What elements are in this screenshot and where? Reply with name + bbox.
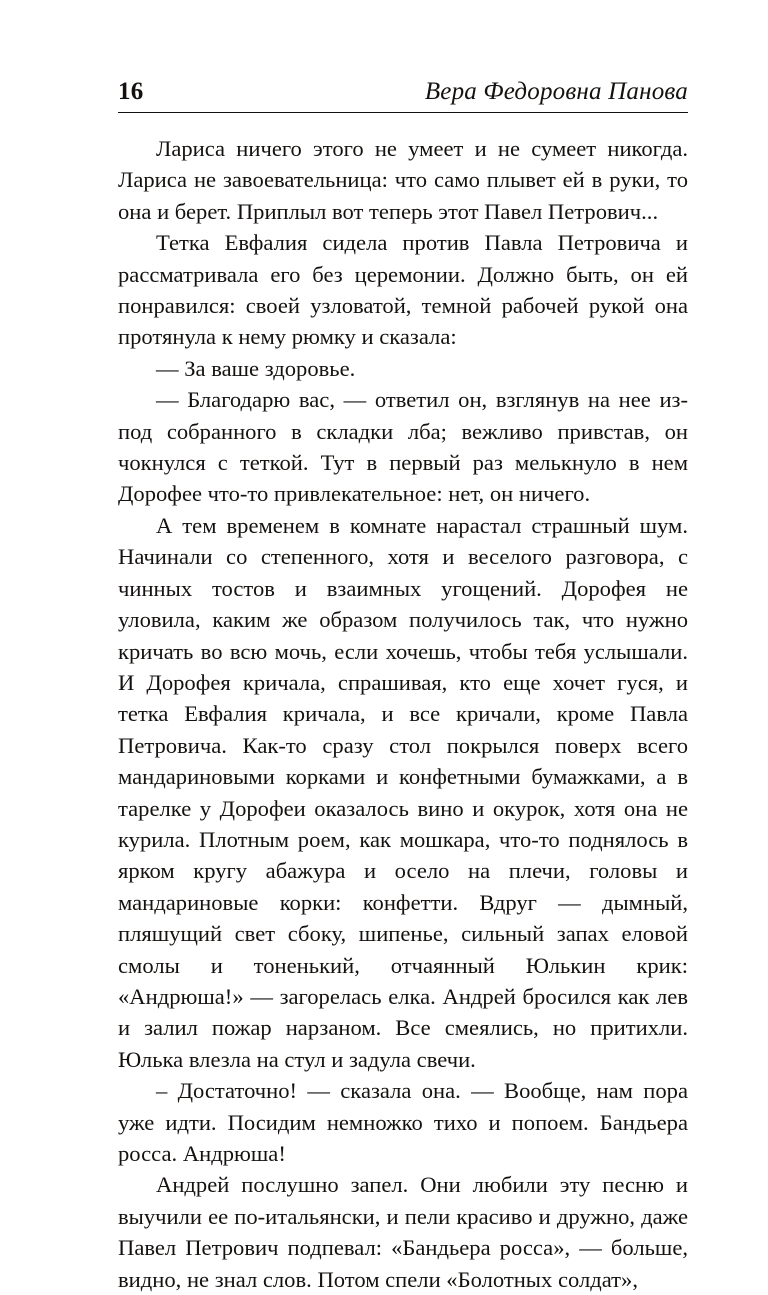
paragraph: – Достаточно! — сказала она. — Вообще, нам пора уже идти. Посидим немножко тихо и попоем. Бандьера росса. Андрюша! [118, 1078, 688, 1166]
header-divider [118, 112, 688, 113]
paragraph: Лариса ничего этого не умеет и не сумеет никогда. Лариса не завоевательница: что само плывет ей в руки, то она и берет. Приплыл вот теперь этот Павел Петрович... [118, 136, 688, 224]
paragraph: — Благодарю вас, — ответил он, взглянув на нее из-под собранного в складки лба; вежливо привстав, он чокнулся с теткой. Тут в первый раз мелькнуло в нем Дорофее что-то привлекательное: нет, он ничего. [118, 387, 688, 507]
running-head [118, 78, 688, 106]
paragraph: Андрей послушно запел. Они любили эту песню и выучили ее по-итальянски, и пели красиво и дружно, даже Павел Петрович подпевал: «Бандьера росса», — больше, видно, не знал слов. Потом спели «Болотных солдат», [118, 1172, 688, 1292]
body-text [118, 133, 688, 1295]
paragraph: — За ваше здоровье. [156, 355, 356, 381]
paragraph: Тетка Евфалия сидела против Павла Петровича и рассматривала его без церемонии. Должно быть, он ей понравился: своей узловатой, темной рабочей рукой она протянула к нему рюмку и сказала: [118, 230, 688, 350]
paragraph: А тем временем в комнате нарастал страшный шум. Начинали со степенного, хотя и веселого разговора, с чинных тостов и взаимных угощений. Дорофея не уловила, каким же образом получилось так, что нужно кричать во всю мочь, если хочешь, чтобы тебя услышали. И Дорофея кричала, спрашивая, кто еще хочет гуся, и тетка Евфалия кричала, и все кричали, кроме Павла Петровича. Как-то сразу стол покрылся поверх всего мандариновыми корками и конфетными бумажками, а в тарелке у Дорофеи оказалось вино и окурок, хотя она не курила. Плотным роем, как мошкара, что-то поднялось в ярком кругу абажура и осело на плечи, головы и мандариновые корки: конфетти. Вдруг — дымный, пляшущий свет сбоку, шипенье, сильный запах еловой смолы и тоненький, отчаянный Юлькин крик: «Андрюша!» — загорелась елка. Андрей бросился как лев и залил пожар нарзаном. Все смеялись, но притихли. Юлька влезла на стул и задула свечи. [118, 512, 688, 1072]
page-number: 16 [118, 78, 144, 105]
page-content [118, 78, 688, 1295]
book-title: Вера Федоровна Панова [424, 78, 688, 105]
